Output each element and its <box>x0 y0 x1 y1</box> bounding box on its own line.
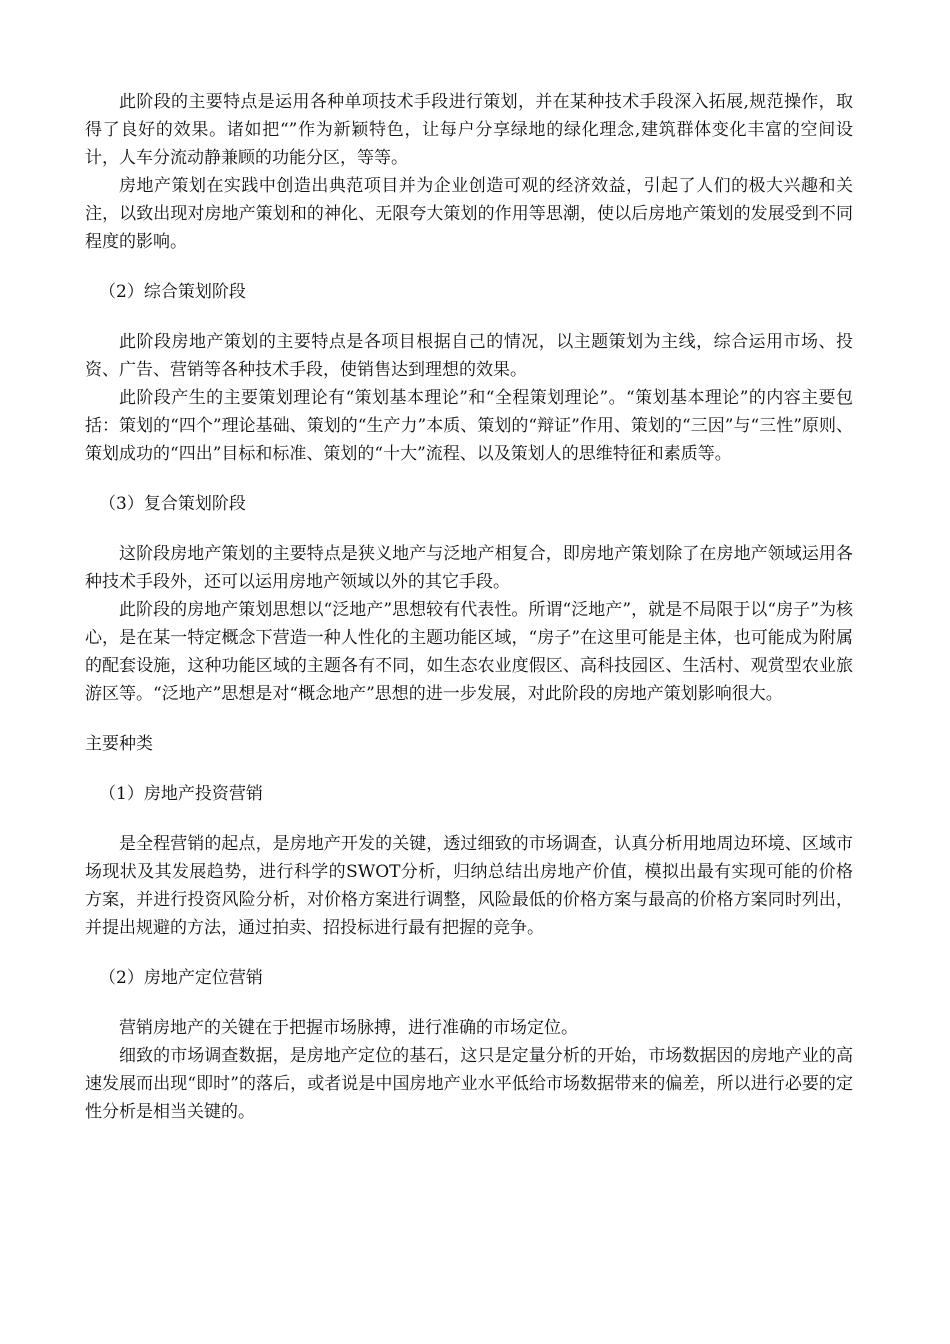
document-body <box>85 88 853 1126</box>
paragraph: 房地产策划在实践中创造出典范项目并为企业创造可观的经济效益，引起了人们的极大兴趣和关注，以致出现对房地产策划和的神化、无限夸大策划的作用等思潮，使以后房地产策划的发展受到不同程度的影响。 <box>85 176 853 252</box>
section-heading-main-types: 主要种类 <box>85 734 153 754</box>
section-heading-investment-marketing: （1）房地产投资营销 <box>99 784 263 804</box>
paragraph: 此阶段房地产策划的主要特点是各项目根据自己的情况，以主题策划为主线，综合运用市场、投资、广告、营销等各种技术手段，使销售达到理想的效果。 <box>85 332 853 380</box>
paragraph: 营销房地产的关键在于把握市场脉搏，进行准确的市场定位。 <box>119 1018 578 1038</box>
paragraph: 此阶段的主要特点是运用各种单项技术手段进行策划，并在某种技术手段深入拓展,规范操作，取得了良好的效果。诸如把“”作为新颖特色，让每户分享绿地的绿化理念,建筑群体变化丰富的空间设计，人车分流动静兼顾的功能分区，等等。 <box>85 92 853 168</box>
paragraph: 细致的市场调查数据，是房地产定位的基石，这只是定量分析的开始，市场数据因的房地产业的高速发展而出现“即时”的落后，或者说是中国房地产业水平低给市场数据带来的偏差，所以进行必要的定性分析是相当关键的。 <box>85 1046 853 1122</box>
paragraph: 此阶段产生的主要策划理论有“策划基本理论”和“全程策划理论”。“策划基本理论”的内容主要包括：策划的“四个”理论基础、策划的“生产力”本质、策划的“辩证”作用、策划的“三因”与“三性”原则、策划成功的“四出”目标和标准、策划的“十大”流程、以及策划人的思维特征和素质等。 <box>85 388 853 464</box>
section-heading-positioning-marketing: （2）房地产定位营销 <box>99 968 263 988</box>
paragraph: 是全程营销的起点，是房地产开发的关键，透过细致的市场调查，认真分析用地周边环境、区域市场现状及其发展趋势，进行科学的SWOT分析，归纳总结出房地产价值，模拟出最有实现可能的价格方案，并进行投资风险分析，对价格方案进行调整，风险最低的价格方案与最高的价格方案同时列出，并提出规避的方法，通过拍卖、招投标进行最有把握的竞争。 <box>85 834 853 938</box>
section-heading-composite-planning: （3）复合策划阶段 <box>99 494 246 514</box>
paragraph: 此阶段的房地产策划思想以“泛地产”思想较有代表性。所谓“泛地产”，就是不局限于以“房子”为核心，是在某一特定概念下营造一种人性化的主题功能区域，“房子”在这里可能是主体，也可能成为附属的配套设施，这种功能区域的主题各有不同，如生态农业度假区、高科技园区、生活村、观赏型农业旅游区等。“泛地产”思想是对“概念地产”思想的进一步发展，对此阶段的房地产策划影响很大。 <box>85 600 853 704</box>
paragraph: 这阶段房地产策划的主要特点是狭义地产与泛地产相复合，即房地产策划除了在房地产领域运用各种技术手段外，还可以运用房地产领域以外的其它手段。 <box>85 544 853 592</box>
section-heading-comprehensive-planning: （2）综合策划阶段 <box>99 282 246 302</box>
